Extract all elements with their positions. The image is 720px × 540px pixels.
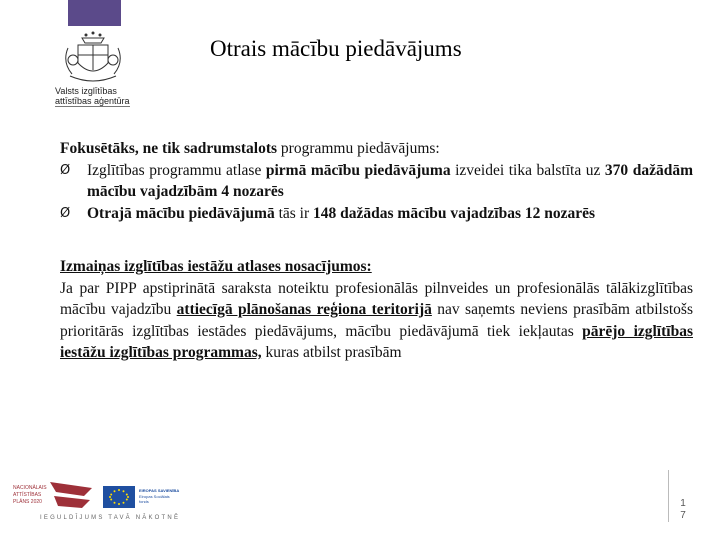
coat-of-arms-icon [62,30,124,88]
eu-line-3: fonds [139,499,149,504]
bullet2-text-1: tās ir [274,204,314,222]
section2-text-1: Ja par PIPP apstiprinātā saraksta noteiktu profesionālās pilnveides un profesionālās tālākizglītības mācību vajadzību [60,279,693,318]
footer-divider [668,470,669,522]
page-number-digit-2: 7 [680,510,686,521]
logo1-line-1: NACIONĀLAIS [13,485,47,491]
section2-bold-2: pārējo izglītības iestāžu izglītības programmas, [60,322,693,361]
page-number-digit-1: 1 [680,498,686,509]
section2-paragraph [60,278,693,364]
national-plan-logo [12,478,94,514]
latvia-flag-stripe-top [50,482,92,496]
bullet1-text-2: izveidei tika balstīta uz [450,161,605,179]
intro-rest: programmu piedāvājums: [277,140,440,157]
page-number [678,498,688,522]
latvia-flag-stripe-bottom [54,496,90,508]
bullet-item-2 [60,203,693,225]
eu-line-1: EIROPAS SAVIENĪBA [139,488,180,493]
intro-bold: Fokusētāks, ne tik sadrumstalots [60,140,278,157]
agency-name [55,86,145,107]
section1-intro [60,138,693,160]
logo1-line-2: ATTĪSTĪBAS [13,492,42,498]
footer-tagline: IEGULDĪJUMS TAVĀ NĀKOTNĒ [40,515,181,521]
bullet2-bold-1: Otrajā mācību piedāvājumā [87,204,275,222]
logo1-line-3: PLĀNS 2020 [13,499,42,505]
section2-text-2: nav saņemts neviens prasībām atbilstošs prioritārās izglītības iestādes piedāvājums, mācību piedāvājumā tiek iekļautas [60,301,694,340]
section2-heading-text: Izmaiņas izglītības iestāžu atlases nosacījumos: [60,258,372,275]
page-title: Otrais mācību piedāvājums [210,36,462,61]
bullet2-bold-2: 148 dažādas mācību vajadzības 12 nozarēs [313,204,596,222]
eu-esf-logo [103,486,193,508]
arrow-bullet-icon: Ø [60,162,71,178]
agency-line-1: Valsts izglītības [55,86,117,96]
top-accent-bar [68,0,121,26]
slide-body [60,138,693,364]
bullet1-text-1: Izglītības programmu atlase [87,161,266,179]
section2-text-3: kuras atbilst prasībām [261,344,402,361]
agency-line-2: attīstības aģentūra [55,96,130,106]
bullet-item-1 [60,160,693,203]
bullet1-bold-1: pirmā mācību piedāvājuma [265,161,451,179]
eu-line-2: Eiropas Sociālais [139,494,170,499]
section-spacer [60,224,693,256]
section2-heading [60,256,693,278]
arrow-bullet-icon: Ø [60,205,71,221]
section2-bold-1: attiecīgā plānošanas reģiona teritorijā [176,301,432,318]
bullet1-bold-2: 370 dažādām mācību vajadzībām 4 nozarēs [87,161,693,200]
